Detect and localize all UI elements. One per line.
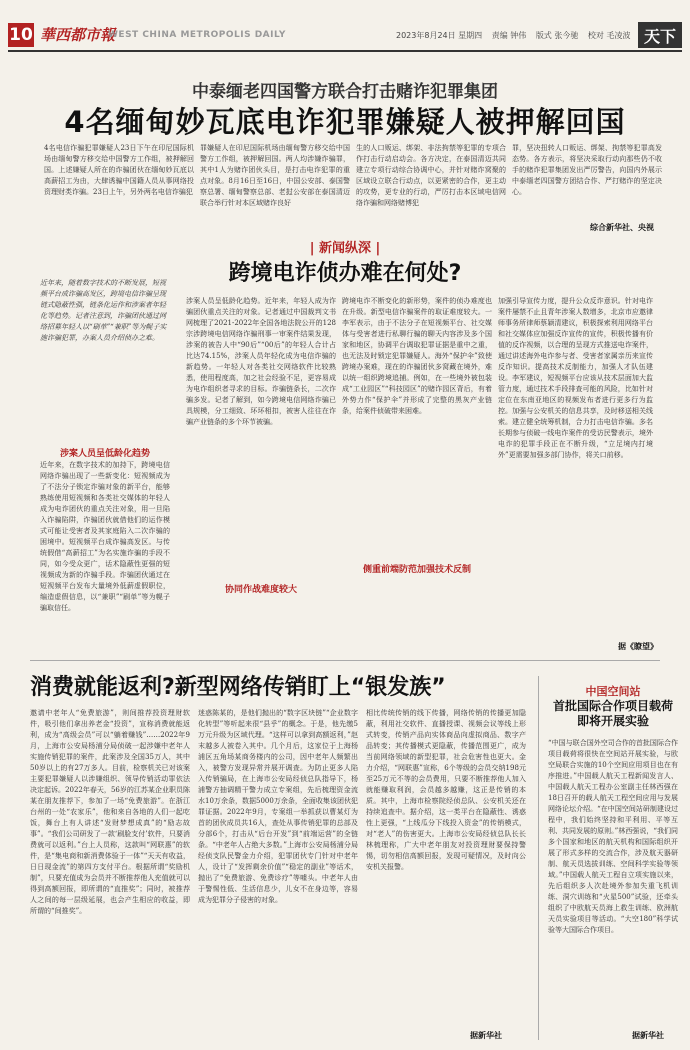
design-credit: 版式 张今驰 — [535, 31, 579, 40]
newspaper-logo: 華西都市報 — [40, 26, 116, 44]
story3-col3: 相比传统传销的线下传播，网络传销的传播更加隐蔽，利用社交软件、直播授课、视频会议等线上形式转变，传销产品向实体商品向虚拟商品、数字产品转变；其传播模式更隐蔽，传播范围更广，成为当前网络领域的新型犯罪，社会危害性也更大。金力介绍，“网联惠”宣称，6个等级的会员交纳198元至25万元不等的会员费用，只要不断推荐他人加入就能赚取利润，会员越多越赚，这正是传销的本质。其中，上海市检察院经侦总队、公安机关还在持续追查中。据介绍，这一类平台在隐蔽性、诱惑性上更强，“上线瓜分下线投入资金”的传销模式，对“老人”的伤害更大。上海市公安局经侦总队长长林梳理称，广大中老年朋友对投资理财要保持警惕，切勿相信高额回报，发现可疑情况，及时向公安机关报警。 — [366, 709, 526, 871]
issue-date: 2023年8月24日 星期四 — [396, 31, 483, 40]
story4-kicker: 中国空间站 — [585, 685, 641, 698]
story1-source: 综合新华社、央视 — [590, 223, 654, 232]
story4-source: 据新华社 — [632, 1031, 664, 1040]
story1-col4: 罪，坚决扭转人口贩运、绑架、拘禁等犯罪高发态势。各方表示，将坚决采取行动向那些仍不收手的赌诈犯罪集团发出严厉警告，向国内外展示中泰缅老四国警方团结合作、严打赌诈的坚定决心。 — [512, 144, 662, 196]
story2-subhead-1: 涉案人员呈低龄化趋势 — [59, 449, 150, 459]
page-header — [8, 22, 682, 52]
story3-source: 据新华社 — [470, 1031, 502, 1040]
column-divider — [538, 676, 539, 1040]
story2-col2: 涉案人员呈低龄化趋势。近年来，年轻人成为诈骗团伙重点关注的对象。记者通过中国裁判文书网梳理了2021-2022年全国各地法院公开的128宗涉跨境电信网络诈骗刑事一审案件结果发现，涉案的被告人中“90后”“00后”的年轻人合计占比达74.15%，涉案人员年轻化成为电信诈骗的新趋势。一年轻人对各类社交网络软件比较熟悉，使用程度高，加之社会经验不足，更容易成为电诈组织者寻求的目标。诈骗链条长，二次诈骗多发。记者了解到，如今跨境电信网络诈骗已具规模，分工细致、环环相扣，被害人往往在诈骗产业链条的多个环节被骗。 — [186, 297, 336, 426]
story3-col2: 迷惑陈某的，是他们抛出的“数字区块链”“企业数字化转型”等听起来很“县乎”的概念。于是，他先缴5万元升级为区域代理。“这样可以拿到高额返利，”赵末越多人被卷入其中。几个月后，这家位于上海杨浦区五角场某商务楼内的公司，因中老年人频繁出入，被警方发现异常并展开调查。为防止更多人陷入传销骗局，在上海市公安局经侦总队指导下，杨浦警方抽调精干警力成立专案组，先后梳理资金流水10万余条，数据5000万余条，全面收集该团伙犯罪证据。2022年9月，专案组一举抓获以曹某灯为首的团伙成员共16人，查处从事传销犯罪的总部及分部6个，打击从“后台开发”到“前端运营”的全链条。“中老年人占绝大多数。”上海市公安局杨浦分局经侦支队民警金力介绍，犯罪团伙专门针对中老年人，设计了“发挥剩余价值”“稳定的副业”等话术，抛出了“免费旅游、免费诊疗”等噱头。中老年人由于警惕性低、生活信息少，儿女不在身边等，容易成为犯罪分子侵害的对象。 — [198, 709, 358, 904]
story3-headline: 消费就能返利?新型网络传销盯上“银发族” — [30, 675, 446, 700]
story1-col1: 4名电信诈骗犯罪嫌疑人23日下午在印尼国际机场由缅甸警方移交给中国警方工作组，被押解回国。上述嫌疑人所在的诈骗团伙在缅甸妙瓦底以高薪招工为由，大肆诱骗中国籍人员从事网络投资理财类诈骗。23日上午，另外两名电信诈骗犯 — [44, 144, 194, 196]
story2-col1: 近年来，在数字技术的加持下，跨境电信网络诈骗出现了一些新变化：短视频成为了不法分子锁定诈骗对象的新平台，能够熟练使用短视频和各类社交媒体的年轻人成为电诈团伙的重点关注对象，用一旦陷入诈骗陷阱，诈骗团伙就借他们的运作模式可能让受害者及其家庭陷入二次诈骗的困境中。短视频平台成诈骗高发区。与传统假借“高薪招工”为名实施诈骗的手段不同，如今受众更广，话术隐蔽性更强的短视频成为新的诈骗手段。诈骗团伙通过在短视频平台发布大量境外低薪虚假职位，编造虚假信息，以“兼职”“刷单”等为幌子骗取信任。 — [40, 461, 170, 612]
section-label: 天下 — [638, 22, 682, 48]
story1-kicker: 中泰缅老四国警方联合打击赌诈犯罪集团 — [192, 82, 498, 102]
story1-col3: 生的人口贩运、绑架、非法拘禁等犯罪的专项合作打击行动启动会。各方决定，在泰国清迈共同建立专项行动综合协调中心，并针对赌诈窝聚的区域设立联合行动点，以更紧密的合作，更主动的攻势，更专业的行动，严厉打击本区域电信网络诈骗和网络赌博犯 — [356, 144, 506, 207]
story2-headline: 跨境电诈侦办难在何处? — [228, 261, 462, 286]
story2-intro: 近年来，随着数字技术的不断发展，短视频平台成诈骗高发区，跨境电信诈骗呈现链式隐蔽性强，链条化运作和涉案者年轻化等趋势。记者注意到，诈骗团伙通过网络招募年轻人以“刷单”“兼职”等为幌子实施诈骗犯罪，办案人员介绍侦办之难。 — [40, 279, 167, 342]
story2-subhead-2: 协同作战难度较大 — [224, 585, 297, 595]
story4-headline: 首批国际合作项目载荷即将开展实验 — [552, 699, 673, 728]
section-divider — [30, 660, 660, 661]
story4-body: “中国与联合国外空司合作的首批国际合作项目载荷将很快在空间站开展实验，与欧空局联合实施的10个空间应用项目也在有序推进。”中国载人航天工程新闻发言人、中国载人航天工程办公室副主任林西强在18日召开的载人航天工程空间应用与发展网络论坛介绍。“在中国空间站研制建设过程中，我们始终坚持和平利用、平等互利、共同发展的原则。”林西强说，“我们同多个国家和地区的航天机构和国际组织开展了形式多样的交流合作，涉及航天器研制、航天员选拔训练、空间科学实验等领域。”中国载人航天工程自立项实施以来，先后组织多人次赴境外参加失重飞机训练、洞穴训练和“火星500”试验，还牵头组织了中欧航天员海上救生训练、欧洲航天员实验项目等活动。“大空180”科学试验等大国际合作项目。 — [548, 739, 678, 934]
newspaper-english-name: WEST CHINA METROPOLIS DAILY — [108, 30, 286, 40]
story2-subhead-3: 侧重前端防范加强技术反制 — [362, 565, 471, 575]
story2-col4: 加强引导宣传力度，提升公众反诈意识。针对电诈案件屡禁不止且青年涉案人数增多，北京市应邀律师事务所律师蔡颖清建议，积极探索利用网络平台和社交媒体应加强反诈宣传的宣传，积极传播有价值的反诈视频，以合理的呈现方式推送电诈案件，通过讲述海外电诈参与者、受害者家属亲历来宣传反诈知识。提高技术反制能力，加强人才队伍建设。李军建议，短视频平台应该从技术层面加大监管力度，通过技术手段排查可能的风险，比如针对定位在东南亚地区的视频发布者进行更多行为监控。加强与公安机关的信息共享，及时移送相关线索。建立健全统筹机制，合力打击电信诈骗。多名长期参与侦破一线电诈案件的受访民警表示，境外电诈的犯罪手段正在不断升级，“立足境内打境外”更需要加强多部门协作，将关口前移。 — [498, 297, 653, 459]
header-meta — [396, 30, 637, 41]
story1-col2: 罪嫌疑人在印尼国际机场由缅甸警方移交给中国警方工作组，被押解回国。两人均涉嫌诈骗罪，其中1人为赌诈团伙头目，是打击电诈犯罪的重点对象。8月16日至16日，中国公安部、泰国警察总署、缅甸警察总部、老挝公安部在泰国清迈联合举行针对本区域赌诈良好 — [200, 144, 350, 207]
story1-headline: 4名缅甸妙瓦底电诈犯罪嫌疑人被押解回国 — [64, 105, 626, 139]
editor-credit: 责编 钟伟 — [491, 31, 527, 40]
proof-credit: 校对 毛凌波 — [587, 31, 631, 40]
story2-col3: 跨境电诈不断变化的新形势，案件的侦办难度也在升级。新型电信诈骗案件的取证难度较大。一李军表示，由于不法分子在短视频平台、社交媒体与受害者进行私聊行骗的聊天内容涉及多个国家和地区，协调平台调取犯罪证据是重中之重，也无法及时锁定犯罪嫌疑人。海外“保护伞”致使跨境办案难，现在的诈骗团伙多窝藏在境外，难以统一组织跨境追捕。例如，在一些境外被包装成“工业园区”“科技园区”的赌诈园区背后，有着外势力作“保护伞”并形成了完整的黑灰产业链条，给案件侦破带来困难。 — [342, 297, 492, 415]
story2-source: 据《瞭望》 — [618, 642, 658, 651]
story2-tag: | 新闻纵深 | — [309, 241, 381, 256]
story3-col1: 邀请中老年人“免费旅游”，则间推荐投资理财软件，吸引他们拿出养老金“投资”，宣称消费就能返利，成为“高级会员”可以“躺着赚钱”……2022年9月，上海市公安局杨浦分局侦破一起涉嫌中老年人实施传销犯罪的案件，此案涉及全国35万人，其中50岁以上的有27万多人。目前，检察机关已对该案主要犯罪嫌疑人以涉嫌组织、领导传销活动罪依法决定起诉。2022年春天，56岁的江苏某企业职员陈某在朋友推荐下，参加了一场“免费旅游”。在浙江台州的一处“农家乐”，他和来自各地的人们一起吃饭，舞台上有人讲述“发财梦想成真”的“励志故事”。“我们公司研发了一款‘刷脸支付’软件，只要消费就可以返利。”台上人员称，这款叫“网联惠”的软件，是“集电商和新消费体验于一体”“天天有收益，日日现金流”的第四方支付平台。根据所谓“奖励机制”，只要充值成为会员并不断推荐他人充值就可以得到高额回报，即所谓的“直推奖”；同时，被推荐人之间的每一层级延展，也会产生相应的收益，即所谓的“间推奖”。 — [30, 709, 190, 915]
page-number: 10 — [9, 25, 33, 45]
